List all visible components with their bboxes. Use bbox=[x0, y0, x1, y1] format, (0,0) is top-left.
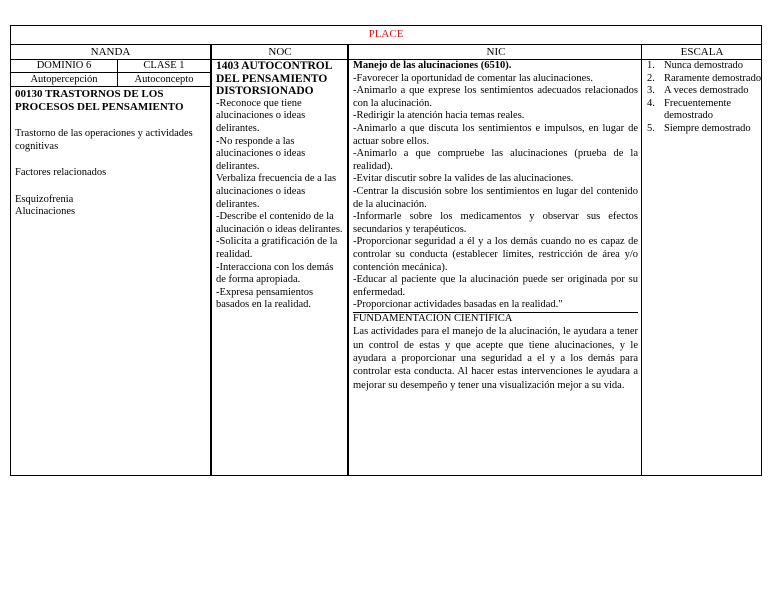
scale-item: 1. Nunca demostrado bbox=[647, 60, 744, 71]
nic-activity: -Animarlo a que exprese los sentimientos adecuados relacionados con la alucinación. bbox=[353, 85, 638, 109]
noc-indicator: -Interacciona con los demás de forma apropiada. bbox=[216, 261, 334, 286]
nic-activity: -Favorecer la oportunidad de comentar las alucinaciones. bbox=[353, 72, 593, 84]
nic-activity: -Educar al paciente que la alucinación puede ser originada por su enfermedad. bbox=[353, 274, 638, 298]
header-escala: ESCALA bbox=[680, 46, 724, 58]
noc-indicator: -No responde a las alucinaciones o ideas delirantes. bbox=[216, 135, 306, 172]
header-row bbox=[11, 45, 761, 60]
nic-activity: -Evitar discutir sobre la valides de las alucinaciones. bbox=[353, 173, 574, 185]
autopercepcion-label: Autopercepción bbox=[30, 74, 98, 85]
dominio-label: DOMINIO 6 bbox=[36, 60, 92, 71]
scale-item: 4. Frecuentemente demostrado bbox=[647, 97, 732, 122]
nanda-column bbox=[11, 60, 210, 475]
fundamentacion-heading: FUNDAMENTACIÓN CIENTÍFICA bbox=[353, 312, 513, 324]
header-noc: NOC bbox=[268, 46, 292, 58]
divider bbox=[210, 45, 212, 475]
scale-item: 2. Raramente demostrado bbox=[647, 72, 762, 84]
noc-indicator: -Solicita a gratificación de la realidad. bbox=[216, 236, 338, 260]
table-title: PLACE bbox=[11, 26, 761, 45]
related-factors-heading: Factores relacionados bbox=[15, 167, 107, 179]
noc-title: 1403 AUTOCONTROL DEL PENSAMIENTO DISTORSIONADO bbox=[216, 60, 332, 98]
scale-item: 3. A veces demostrado bbox=[647, 85, 749, 97]
related-factor: Alucinaciones bbox=[15, 206, 76, 218]
fundamentacion-section bbox=[353, 312, 638, 392]
noc-indicator: -Describe el contenido de la alucinación o ideas delirantes. bbox=[216, 211, 343, 235]
noc-indicator: Verbaliza frecuencia de a las alucinaciones o ideas delirantes. bbox=[216, 173, 337, 210]
divider bbox=[347, 45, 349, 475]
header-nic: NIC bbox=[486, 46, 506, 58]
nic-activity: -Redirigir la atención hacia temas reales. bbox=[353, 110, 525, 122]
fundamentacion-text: Las actividades para el manejo de la alucinación, le ayudara a tener un control de estas y que acepte que tiene alucinaciones, y le ayudara a proporcionar una seguridad a el y a los demás para controlar esta conducta. Al hacer estas intervenciones le ayudara a mejorar su desempeño y tener una visualización mejor a su vida. bbox=[353, 326, 638, 391]
nic-column bbox=[353, 60, 638, 475]
care-plan-table bbox=[10, 25, 762, 476]
nanda-definition: Trastorno de las operaciones y actividades cognitivas bbox=[15, 128, 193, 152]
nic-activity: -Proporcionar seguridad a él y a los demás cuando no es capaz de controlar su conducta (establecer límites, restricción de área y/o contención mecánica). bbox=[353, 236, 638, 273]
divider bbox=[641, 45, 642, 475]
noc-column bbox=[216, 60, 346, 475]
header-nanda: NANDA bbox=[90, 46, 131, 58]
nic-activity: -Animarlo a que discuta los sentimientos e impulsos, en lugar de actuar sobre ellos. bbox=[353, 122, 638, 147]
nic-activity: -Proporcionar actividades basadas en la realidad." bbox=[353, 299, 563, 311]
nic-title: Manejo de las alucinaciones (6510). bbox=[353, 60, 512, 71]
nic-activity: -Centrar la discusión sobre los sentimientos en lugar del contenido de la alucinación. bbox=[353, 185, 638, 210]
clase-label: CLASE 1 bbox=[143, 60, 185, 71]
escala-column bbox=[644, 60, 762, 475]
nic-activity: -Animarlo a que compruebe las alucinaciones (prueba de la realidad). bbox=[353, 148, 638, 172]
scale-item: 5. Siempre demostrado bbox=[647, 122, 751, 134]
nic-activity: -Informarle sobre los medicamentos y observar sus efectos secundarios y terapéuticos. bbox=[353, 211, 638, 235]
noc-indicator: -Expresa pensamientos basados en la realidad. bbox=[216, 286, 314, 311]
nanda-diagnosis: 00130 TRASTORNOS DE LOS PROCESOS DEL PENSAMIENTO bbox=[15, 88, 184, 113]
autoconcepto-label: Autoconcepto bbox=[134, 74, 194, 85]
noc-indicator: -Reconoce que tiene alucinaciones o ideas delirantes. bbox=[216, 97, 306, 134]
related-factor: Esquizofrenia bbox=[15, 193, 74, 205]
